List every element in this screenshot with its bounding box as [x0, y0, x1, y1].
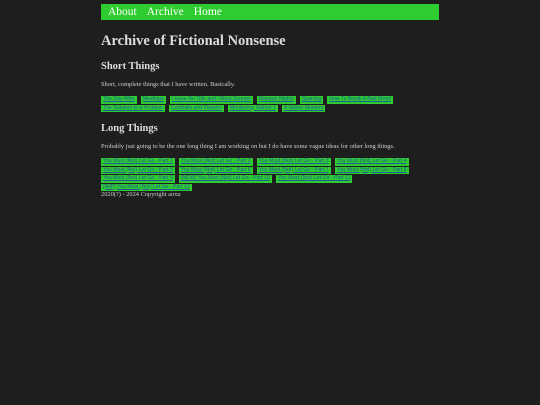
- long-things-section: [101, 122, 439, 191]
- story-link[interactable]: Sparring: [301, 96, 322, 102]
- story-link[interactable]: Meetings: [142, 96, 164, 102]
- top-nav: [101, 4, 439, 20]
- story-link[interactable]: [NEW] You Must (Not) Let Go - Part 10: [180, 175, 270, 181]
- story-link[interactable]: The Day After: [103, 96, 135, 102]
- story-link[interactable]: You Must (Not) Let Go - Part 4: [336, 158, 407, 164]
- story-link[interactable]: I Have No Title and I Must Scream: [171, 96, 251, 102]
- story-link[interactable]: A Stolen Moment: [283, 104, 324, 111]
- nav-archive-link[interactable]: Archive: [146, 6, 184, 18]
- story-link[interactable]: You Must (Not) Let Go - Part 11: [277, 175, 351, 181]
- story-link[interactable]: Cocktails and Flowers: [170, 104, 222, 111]
- section-description: Short, complete things that I have written. Basically.: [101, 81, 236, 88]
- page-container: [101, 4, 439, 199]
- story-link[interactable]: How To Break A Bad Mood: [329, 96, 391, 102]
- story-link[interactable]: You Must (Not) Let Go - Part 8: [336, 166, 407, 173]
- long-things-list: [101, 158, 439, 191]
- nav-home-link[interactable]: Home: [193, 6, 222, 18]
- story-link[interactable]: You Must (Not) Let Go - Part 9: [103, 175, 173, 181]
- story-link[interactable]: The Solution to a Problem: [103, 104, 163, 111]
- story-link[interactable]: You Must (Not) Let Go - Part 5: [103, 166, 173, 173]
- section-heading: Long Things: [101, 123, 158, 134]
- story-link[interactable]: You Must (Not) Let Go - Part 6: [180, 166, 251, 173]
- story-link[interactable]: [WIP] You Must (Not) Let Go - Part 12: [103, 183, 190, 190]
- story-link[interactable]: Manaan Nights: [258, 96, 294, 102]
- page-title: Archive of Fictional Nonsense: [101, 33, 286, 49]
- story-link[interactable]: You Must (Not) Let Go - Part 3: [258, 158, 329, 164]
- short-things-section: [101, 60, 439, 112]
- story-link[interactable]: Monitoring Station 1: [229, 104, 276, 111]
- story-link[interactable]: You Must (Not) Let Go - Part 1: [103, 158, 173, 164]
- short-things-list: [101, 96, 439, 112]
- story-link[interactable]: You Must (Not) Let Go - Part 2: [180, 158, 251, 164]
- section-description: Probably just going to be the one long thing I am working on but I do have some vague ideas for other long things.: [101, 143, 395, 150]
- nav-about-link[interactable]: About: [108, 6, 137, 18]
- footer-copyright: 2020(?) - 2024 Copyright aoxu: [101, 191, 181, 198]
- story-link[interactable]: You Must (Not) Let Go - Part 7: [258, 166, 329, 173]
- section-heading: Short Things: [101, 61, 160, 72]
